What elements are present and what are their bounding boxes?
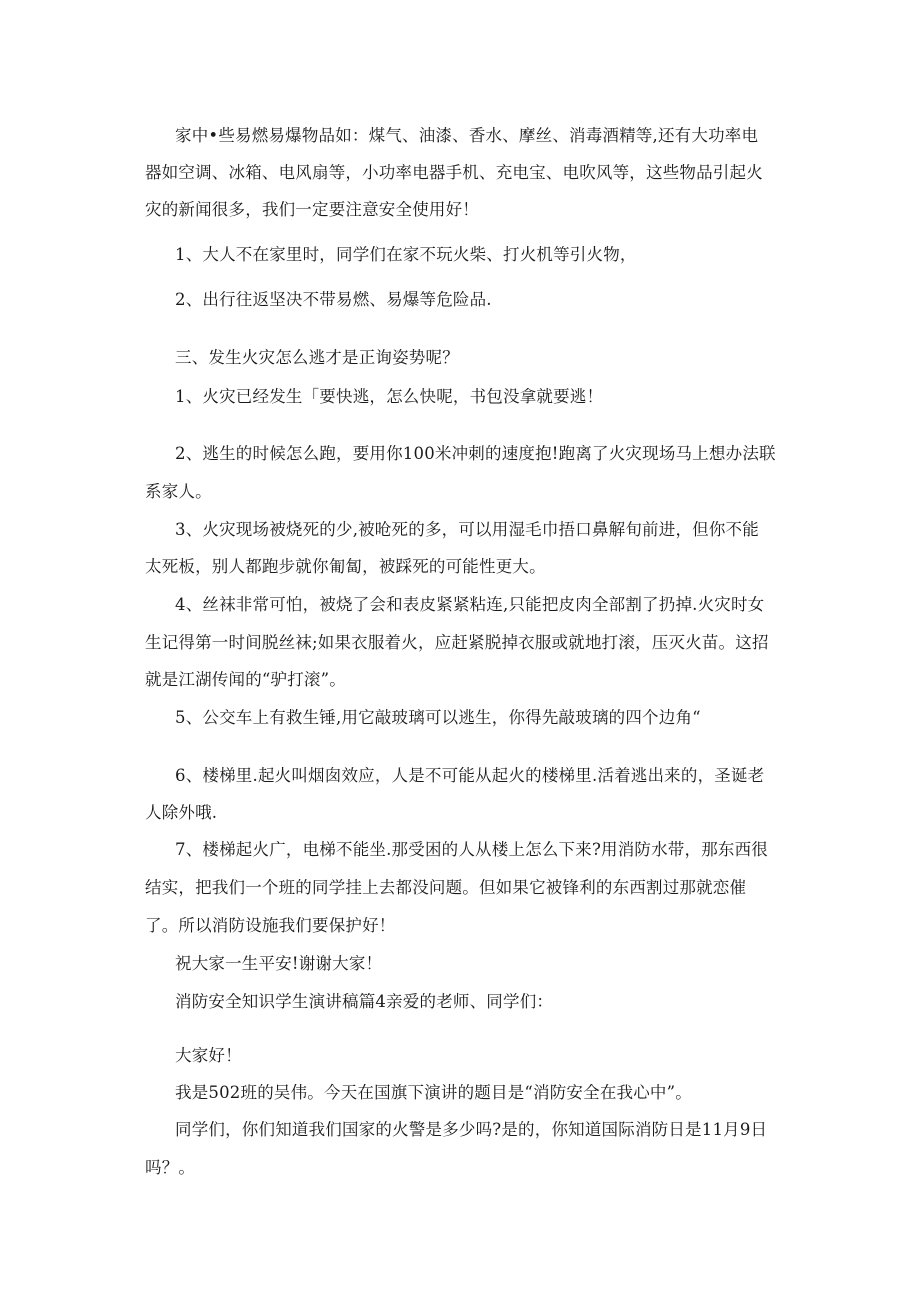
paragraph-line: 家中•些易燃易爆物品如：煤气、油漆、香水、摩丝、消毒酒精等,还有大功率电 [175,126,759,145]
list-item-line: 2、逃生的时候怎么跑，要用你100米冲刺的速度抱!跑离了火灾现场马上想办法联 [175,444,776,463]
list-item-line: 5、公交车上有救生锤,用它敲玻璃可以逃生，你得先敲玻璃的四个边角“ [175,708,701,727]
list-item-line: 7、楼梯起火广，电梯不能坐.那受困的人从楼上怎么下来?用消防水带，那东西很 [175,840,768,859]
list-item-line: 3、火灾现场被烧死的少,被呛死的多，可以用湿毛巾捂口鼻解旬前进，但你不能 [175,520,759,539]
list-item-line: 6、楼梯里.起火叫烟囱效应，人是不可能从起火的楼梯里.活着逃出来的，圣诞老 [175,766,765,785]
list-item-line: 人除外哦. [145,803,218,822]
list-item-line: 1、火灾已经发生「要快逃，怎么快呢，书包没拿就要逃！ [175,387,604,406]
list-item-line: 了。所以消防设施我们要保护好！ [145,916,396,935]
list-item-line: 太死板，别人都跑步就你匍匐，被踩死的可能性更大。 [145,557,546,576]
paragraph-line: 我是502班的吴伟。今天在国旗下演讲的题目是“消防安全在我心中”。 [175,1083,692,1102]
list-item-line: 就是江湖传闻的“驴打滚”。 [145,670,346,689]
greeting: 大家好！ [175,1046,242,1065]
list-item-line: 1、大人不在家里时，同学们在家不玩火柴、打火机等引火物， [175,245,637,264]
paragraph-line: 器如空调、冰箱、电风扇等，小功率电器手机、充电宝、电吹风等，这些物品引起火 [145,163,763,182]
paragraph-line: 吗？。 [145,1158,196,1177]
section-heading: 三、发生火灾怎么逃才是正询姿势呢？ [175,348,459,367]
list-item-line: 2、出行往返坚决不带易燃、易爆等危险品. [175,290,492,309]
list-item-line: 4、丝袜非常可怕，被烧了会和表皮紧紧粘连,只能把皮肉全部割了扔掉.火灾时女 [175,595,765,614]
list-item-line: 结实，把我们一个班的同学挂上去都没问题。但如果它被锋利的东西割过那就恋催 [145,878,747,897]
list-item-line: 生记得第一时间脱丝袜;如果衣服着火，应赶紧脱掉衣服或就地打滚，压灭火苗。这招 [145,633,769,652]
list-item-line: 系家人。 [145,482,212,501]
paragraph-line: 同学们，你们知道我们国家的火警是多少吗?是的，你知道国际消防日是11月9日 [175,1120,768,1139]
speech-title: 消防安全知识学生演讲稿篇4亲爱的老师、同学们： [175,992,554,1011]
paragraph-line: 灾的新闻很多，我们一定要注意安全使用好！ [145,200,479,219]
paragraph-line: 祝大家一生平安!谢谢大家！ [175,954,383,973]
